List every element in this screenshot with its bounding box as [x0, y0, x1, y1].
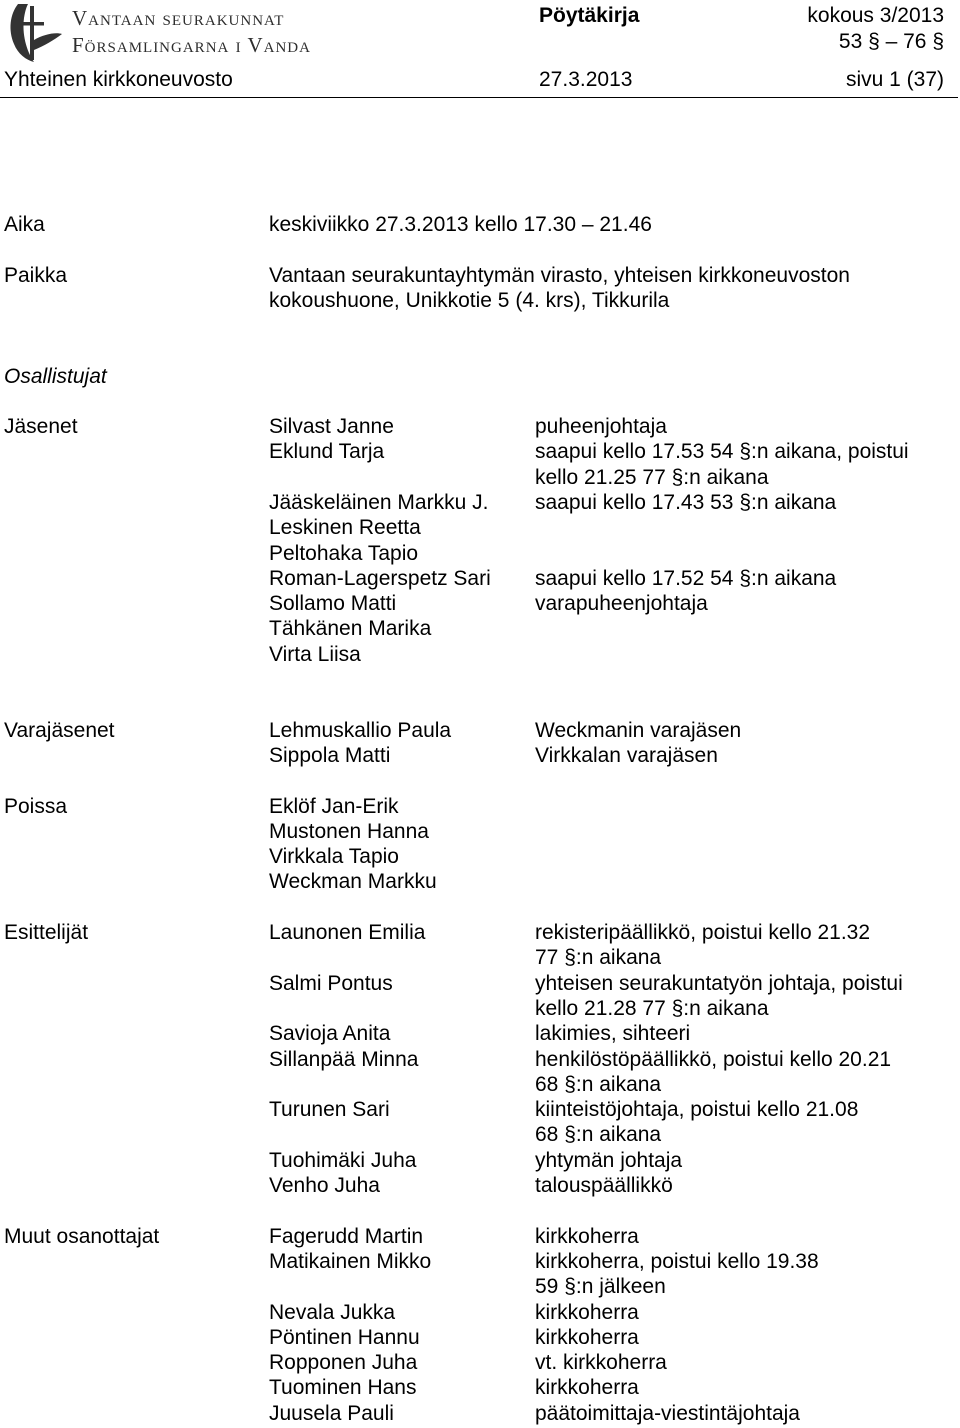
row-name: Nevala Jukka: [269, 1300, 396, 1324]
row-role: kirkkoherra, poistui kello 19.38: [535, 1249, 819, 1273]
row-role: henkilöstöpäällikkö, poistui kello 20.21: [535, 1047, 892, 1071]
section-range: 53 § – 76 §: [838, 30, 944, 53]
row-name: Turunen Sari: [269, 1098, 390, 1122]
time-label: Aika: [4, 213, 45, 236]
row-name: Jääskeläinen Markku J.: [269, 490, 489, 514]
row-role: saapui kello 17.53 54 §:n aikana, poistui: [535, 440, 909, 464]
row-role: päätoimittaja-viestintäjohtaja: [535, 1401, 800, 1425]
row-role: saapui kello 17.52 54 §:n aikana: [535, 566, 837, 590]
row-role: lakimies, sihteeri: [535, 1022, 691, 1046]
row-name: Pöntinen Hannu: [269, 1325, 420, 1349]
row-name: Weckman Markku: [269, 870, 437, 894]
row-name: Roman-Lagerspetz Sari: [269, 566, 491, 590]
row-name: Leskinen Reetta: [269, 516, 421, 540]
row-role: puheenjohtaja: [535, 415, 667, 438]
row-role: yhtymän johtaja: [535, 1148, 683, 1172]
row-role: rekisteripäällikkö, poistui kello 21.32: [535, 921, 871, 944]
row-name: Lehmuskallio Paula: [269, 718, 452, 742]
row-name: Sillanpää Minna: [269, 1047, 419, 1071]
logo-text-finnish: Vantaan seurakunnat: [72, 6, 285, 30]
row-role: 59 §:n jälkeen: [535, 1275, 666, 1299]
row-role: 68 §:n aikana: [535, 1072, 662, 1096]
row-category: Esittelijät: [4, 921, 89, 944]
row-role: kirkkoherra: [535, 1300, 639, 1324]
row-name: Tuominen Hans: [269, 1376, 417, 1400]
row-name: Sollamo Matti: [269, 592, 397, 616]
row-role: vt. kirkkoherra: [535, 1351, 667, 1375]
row-category: Jäsenet: [4, 415, 78, 438]
row-role: kirkkoherra: [535, 1376, 639, 1400]
row-role: varapuheenjohtaja: [535, 592, 708, 616]
row-name: Tuohimäki Juha: [269, 1148, 417, 1172]
row-name: Peltohaka Tapio: [269, 541, 419, 565]
row-name: Eklund Tarja: [269, 440, 385, 464]
row-category: Muut osanottajat: [4, 1224, 160, 1248]
church-logo-icon: [4, 0, 64, 64]
doc-type: Pöytäkirja: [539, 4, 640, 27]
row-name: Tähkänen Marika: [269, 617, 432, 641]
row-name: Mustonen Hanna: [269, 819, 429, 843]
row-role: kiinteistöjohtaja, poistui kello 21.08: [535, 1098, 859, 1122]
row-name: Virkkala Tapio: [269, 845, 399, 869]
row-name: Ropponen Juha: [269, 1351, 418, 1375]
body-name: Yhteinen kirkkoneuvosto: [4, 68, 233, 91]
meeting-date: 27.3.2013: [539, 68, 633, 91]
row-role: 77 §:n aikana: [535, 946, 662, 970]
page-number: sivu 1 (37): [845, 68, 944, 91]
row-role: kello 21.28 77 §:n aikana: [535, 996, 769, 1020]
row-role: Weckmanin varajäsen: [535, 718, 742, 742]
row-name: Launonen Emilia: [269, 921, 426, 944]
place-line-1: Vantaan seurakuntayhtymän virasto, yhteisen kirkkoneuvoston: [269, 264, 850, 287]
place-line-2: kokoushuone, Unikkotie 5 (4. krs), Tikkurila: [269, 289, 670, 312]
church-logo: [4, 0, 64, 64]
row-category: Varajäsenet: [4, 718, 115, 742]
row-name: Salmi Pontus: [269, 971, 393, 995]
row-role: 68 §:n aikana: [535, 1123, 662, 1147]
row-role: kirkkoherra: [535, 1224, 639, 1248]
header-divider: [0, 97, 958, 98]
row-name: Virta Liisa: [269, 642, 361, 666]
row-name: Silvast Janne: [269, 415, 394, 438]
row-name: Matikainen Mikko: [269, 1249, 432, 1273]
row-role: kello 21.25 77 §:n aikana: [535, 465, 769, 489]
row-role: saapui kello 17.43 53 §:n aikana: [535, 490, 837, 514]
place-label: Paikka: [4, 264, 68, 287]
row-name: Venho Juha: [269, 1174, 380, 1197]
meeting-number: kokous 3/2013: [807, 4, 944, 27]
row-name: Eklöf Jan-Erik: [269, 794, 399, 818]
participants-heading: Osallistujat: [4, 365, 107, 388]
time-value: keskiviikko 27.3.2013 kello 17.30 – 21.46: [269, 213, 652, 236]
row-name: Savioja Anita: [269, 1022, 391, 1046]
row-role: talouspäällikkö: [535, 1174, 673, 1197]
row-role: kirkkoherra: [535, 1325, 639, 1349]
row-name: Sippola Matti: [269, 743, 391, 767]
row-role: yhteisen seurakuntatyön johtaja, poistui: [535, 971, 903, 995]
row-name: Fagerudd Martin: [269, 1224, 424, 1248]
row-role: Virkkalan varajäsen: [535, 743, 718, 767]
row-name: Juusela Pauli: [269, 1401, 394, 1425]
logo-text-swedish: Församlingarna i Vanda: [72, 33, 311, 57]
row-category: Poissa: [4, 794, 68, 818]
